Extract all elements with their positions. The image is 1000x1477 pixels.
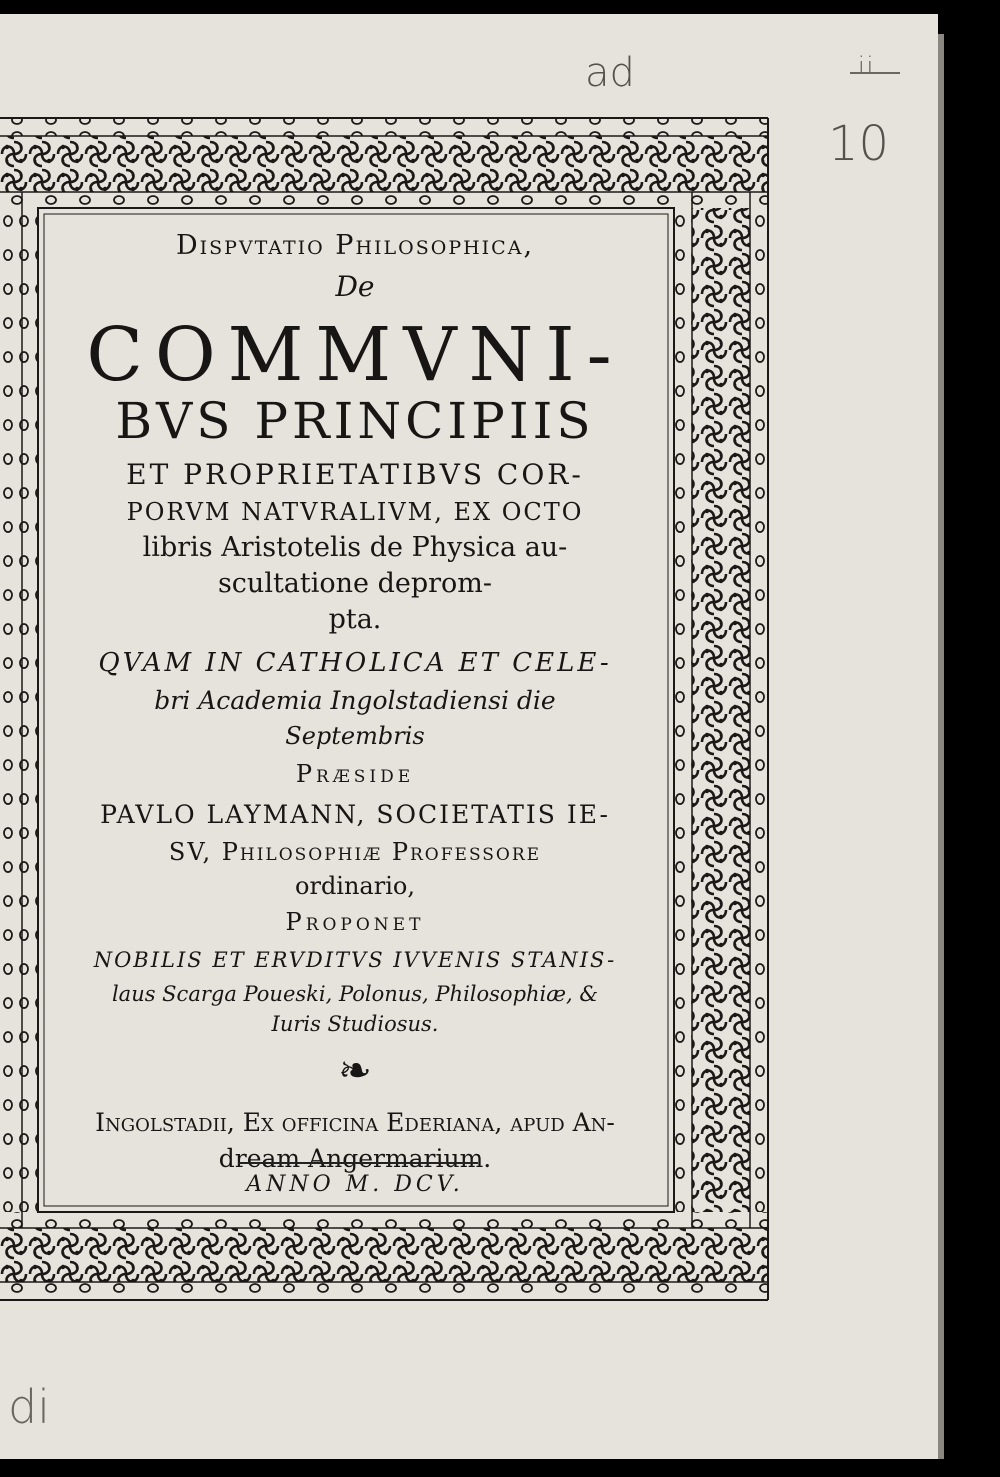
handwritten-note-lower: di	[8, 1380, 50, 1434]
imprint-line2: dream Angermarium.	[218, 1144, 492, 1173]
title-line6: scultatione deprom-	[217, 568, 493, 599]
disputation-heading: Dispvtatio Philosophica,	[175, 230, 535, 261]
praeses-line3: ordinario,	[295, 872, 415, 900]
handwritten-folio: ii	[858, 52, 876, 80]
proponet-label: Proponet	[285, 908, 425, 936]
occasion-line2: bri Academia Ingolstadiensi die	[154, 686, 556, 715]
occasion-line1: QVAM IN CATHOLICA ET CELE-	[98, 648, 612, 678]
title-de: De	[335, 270, 375, 303]
printers-ornament: ❧	[338, 1048, 372, 1094]
imprint-rule	[238, 1162, 478, 1164]
handwritten-note-ad: ad	[585, 50, 635, 96]
title-line7: pta.	[328, 604, 382, 635]
handwritten-number: 10	[828, 116, 890, 172]
praeses-label: Præside	[295, 760, 415, 788]
title-main-line2: BVS PRINCIPIIS	[115, 392, 595, 450]
title-line5: libris Aristotelis de Physica au-	[142, 532, 568, 563]
title-line4: PORVM NATVRALIVM, EX OCTO	[126, 498, 584, 526]
occasion-line3: Septembris	[285, 722, 425, 750]
respondent-line3: Iuris Studiosus.	[271, 1012, 439, 1036]
praeses-line2: SV, Philosophiæ Professore	[168, 838, 542, 866]
imprint-year: ANNO M. DCV.	[246, 1172, 464, 1197]
imprint-line1: Ingolstadii, Ex officina Ederiana, apud An-	[95, 1108, 615, 1137]
title-main-line1: COMMVNI-	[86, 312, 624, 398]
respondent-line1: NOBILIS ET ERVDITVS IVVENIS STANIS-	[93, 948, 617, 972]
title-line3: ET PROPRIETATIBVS COR-	[126, 458, 584, 491]
praeses-line1: PAVLO LAYMANN, SOCIETATIS IE-	[100, 800, 610, 829]
respondent-line2: laus Scarga Poueski, Polonus, Philosophiæ, &	[111, 982, 599, 1006]
